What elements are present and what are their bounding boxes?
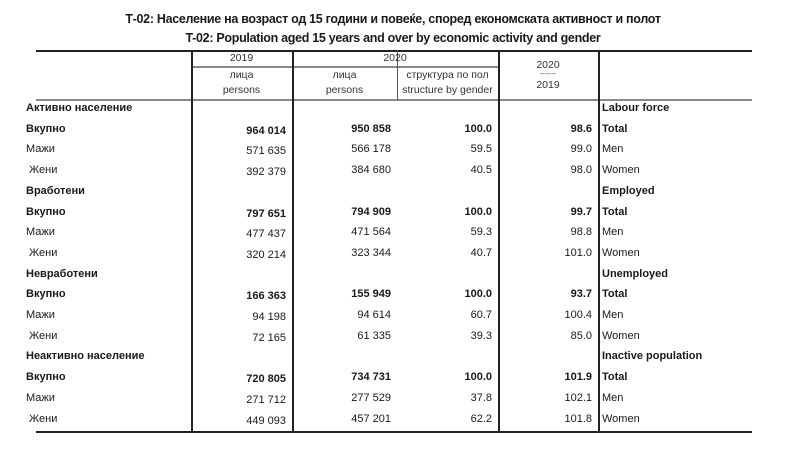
- structure-value: 40.5: [470, 164, 492, 177]
- index-value: 100.4: [564, 309, 592, 321]
- value-2020: 471 564: [351, 226, 391, 239]
- value-2020: 61 335: [357, 329, 391, 342]
- value-2020: 950 858: [351, 122, 391, 135]
- row-label-mk: Мажи: [26, 226, 55, 239]
- structure-value: 100.0: [464, 122, 492, 135]
- structure-value: 60.7: [470, 309, 492, 321]
- row-label-mk: Мажи: [26, 309, 55, 321]
- row-label-mk: Жени: [29, 412, 58, 425]
- value-2019: 72 165: [252, 331, 286, 344]
- value-2020: 94 614: [357, 309, 391, 321]
- table-row: [26, 371, 752, 391]
- section-label-mk: Активно население: [26, 102, 133, 114]
- section-label-mk: Неактивно население: [26, 350, 145, 363]
- section-label-mk: Вработени: [26, 184, 85, 197]
- table-title-en: T-02: Population aged 15 years and over by economic activity and gender: [185, 31, 601, 45]
- row-label-mk: Вкупно: [26, 122, 66, 135]
- value-2020: 323 344: [351, 246, 391, 259]
- section-label-en: Unemployed: [602, 267, 669, 280]
- structure-value: 100.0: [464, 205, 492, 218]
- row-label-en: Women: [602, 329, 640, 342]
- row-label-mk: Вкупно: [26, 205, 66, 218]
- row-label-en: Women: [602, 412, 640, 425]
- structure-value: 59.5: [470, 143, 492, 156]
- header-index-bottom: 2019: [536, 79, 560, 91]
- row-label-mk: Жени: [29, 246, 58, 259]
- value-2019: 720 805: [246, 373, 286, 386]
- row-label-en: Total: [602, 288, 628, 301]
- population-table: [26, 50, 752, 433]
- header-year-2019: 2019: [229, 52, 254, 64]
- structure-value: 37.8: [470, 391, 492, 404]
- row-label-en: Total: [602, 205, 628, 218]
- row-label-en: Women: [602, 164, 640, 177]
- row-label-mk: Мажи: [26, 391, 55, 404]
- header-structure-mk: структура по пол: [406, 69, 489, 81]
- index-value: 101.8: [564, 412, 592, 425]
- value-2019: 94 198: [252, 311, 286, 323]
- index-value: 102.1: [564, 391, 592, 404]
- index-value: 101.9: [564, 371, 592, 384]
- section-header-row: [26, 267, 752, 288]
- value-2019: 271 712: [246, 393, 286, 406]
- value-2020: 457 201: [351, 412, 391, 425]
- value-2020: 734 731: [351, 371, 391, 384]
- value-2019: 320 214: [246, 248, 286, 261]
- header-index-separator: -------: [539, 71, 557, 78]
- index-value: 85.0: [570, 329, 592, 342]
- value-2019: 964 014: [246, 124, 286, 137]
- index-value: 93.7: [570, 288, 592, 301]
- header-persons-mk-2020: лица: [332, 69, 357, 81]
- index-value: 98.6: [570, 122, 592, 135]
- row-label-en: Men: [602, 309, 624, 321]
- value-2020: 384 680: [351, 164, 391, 177]
- section-label-mk: Невработени: [26, 267, 98, 280]
- value-2020: 794 909: [351, 205, 391, 218]
- row-label-en: Total: [602, 122, 628, 135]
- index-value: 101.0: [564, 246, 592, 259]
- header-bottom-border: [36, 99, 752, 101]
- section-header-row: [26, 184, 752, 205]
- structure-value: 40.7: [470, 246, 492, 259]
- table-row: [26, 122, 752, 143]
- value-2019: 571 635: [246, 145, 286, 158]
- table-row: [26, 226, 752, 246]
- header-persons-en-2020: persons: [325, 84, 364, 96]
- header-persons-mk-2019: лица: [229, 69, 254, 81]
- row-label-en: Total: [602, 371, 628, 384]
- header-persons-en-2019: persons: [222, 84, 261, 96]
- structure-value: 100.0: [464, 371, 492, 384]
- table-row: [26, 309, 752, 329]
- row-label-mk: Жени: [29, 164, 58, 177]
- value-2020: 566 178: [351, 143, 391, 156]
- value-2019: 477 437: [246, 228, 286, 241]
- section-label-en: Labour force: [602, 102, 670, 114]
- table-title-mk: Т-02: Население на возраст од 15 години и повеќе, според економската активност и полот: [125, 12, 661, 26]
- table-row: [29, 246, 752, 267]
- structure-value: 59.3: [470, 226, 492, 239]
- table-row: [26, 391, 752, 412]
- row-label-en: Women: [602, 246, 640, 259]
- row-label-en: Men: [602, 391, 624, 404]
- table-row: [26, 205, 752, 226]
- index-value: 99.0: [570, 143, 592, 156]
- value-2019: 449 093: [246, 414, 286, 427]
- row-label-mk: Жени: [29, 329, 58, 342]
- value-2019: 392 379: [246, 166, 286, 179]
- structure-value: 100.0: [464, 288, 492, 301]
- header-2020-underline: [292, 66, 498, 68]
- row-label-en: Men: [602, 226, 624, 239]
- table-row: [26, 288, 752, 308]
- row-label-en: Men: [602, 143, 624, 156]
- index-value: 98.8: [570, 226, 592, 239]
- value-2020: 277 529: [351, 391, 391, 404]
- section-label-en: Employed: [602, 184, 655, 197]
- header-2019-underline: [191, 66, 292, 68]
- row-label-mk: Вкупно: [26, 371, 66, 384]
- value-2019: 166 363: [246, 290, 286, 303]
- table-row: [29, 164, 752, 184]
- section-label-en: Inactive population: [602, 350, 703, 363]
- structure-value: 62.2: [470, 412, 492, 425]
- section-header-row: [26, 350, 752, 370]
- value-2020: 155 949: [351, 288, 391, 301]
- header-index-top: 2020: [536, 59, 560, 71]
- index-value: 98.0: [570, 164, 592, 177]
- table-row: [29, 329, 752, 350]
- index-value: 99.7: [570, 205, 592, 218]
- header-structure-en: structure by gender: [402, 84, 493, 96]
- row-label-mk: Мажи: [26, 143, 55, 156]
- row-label-mk: Вкупно: [26, 288, 66, 301]
- value-2019: 797 651: [246, 207, 286, 220]
- table-row: [29, 412, 752, 433]
- header-year-2020: 2020: [383, 52, 407, 64]
- section-header-row: [26, 102, 752, 122]
- table-row: [26, 143, 752, 163]
- structure-value: 39.3: [470, 329, 492, 342]
